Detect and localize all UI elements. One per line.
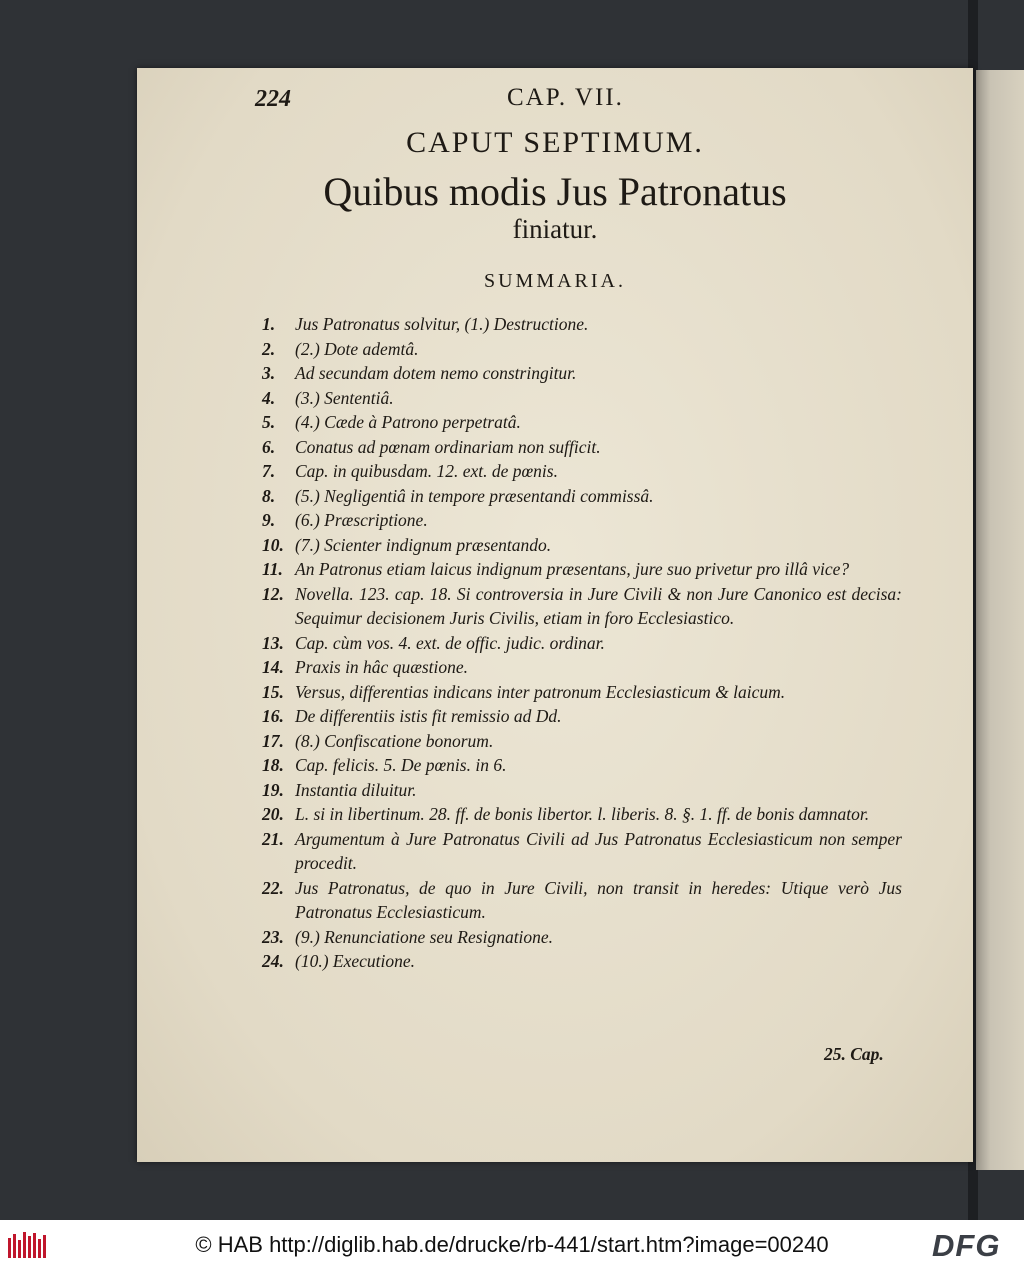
- summary-item: [262, 876, 902, 925]
- summary-item-number: 10.: [262, 534, 284, 555]
- summary-item-number: 1.: [262, 314, 276, 334]
- summary-item-text: (7.) Scienter indignum præsentando.: [295, 534, 552, 555]
- summary-item: [262, 508, 902, 533]
- summary-item: [262, 337, 902, 362]
- summary-item-text: (4.) Cæde à Patrono perpetratâ.: [295, 412, 521, 432]
- dfg-logo: DFG: [932, 1228, 1001, 1263]
- summary-item: [262, 410, 902, 435]
- summary-item: [262, 753, 902, 778]
- summary-item-text: Jus Patronatus, de quo in Jure Civili, non transit in heredes: Utique verò Jus Patronatus Ecclesiasticum.: [295, 877, 902, 922]
- summary-item-text: L. si in libertinum. 28. ff. de bonis libertor. l. liberis. 8. §. 1. ff. de bonis damnator.: [295, 804, 870, 824]
- summary-item-text: (5.) Negligentiâ in tempore præsentandi commissâ.: [295, 485, 654, 506]
- summary-item: [262, 582, 902, 631]
- summary-item-text: (10.) Executione.: [295, 951, 416, 971]
- summaria-heading: SUMMARIA.: [483, 270, 627, 292]
- summary-item-text: (3.) Sententiâ.: [295, 387, 394, 408]
- summary-item-text: Conatus ad pœnam ordinariam non sufficit.: [295, 436, 601, 457]
- summary-item-number: 5.: [262, 412, 276, 432]
- main-title-continuation: finiatur.: [512, 214, 598, 244]
- summary-item: [262, 778, 902, 803]
- summary-item-text: Cap. in quibusdam. 12. ext. de pœnis.: [295, 461, 558, 481]
- summary-item-number: 19.: [262, 779, 284, 800]
- summary-item-number: 13.: [262, 632, 284, 653]
- summary-item-text: (2.) Dote ademtâ.: [295, 338, 419, 359]
- summary-item: [262, 827, 902, 876]
- summary-item: [262, 533, 902, 558]
- summary-item-text: An Patronus etiam laicus indignum præsentans, jure suo privetur pro illâ vice?: [295, 559, 850, 579]
- summary-item-text: Jus Patronatus solvitur, (1.) Destructione.: [295, 314, 589, 334]
- summary-item: [262, 680, 902, 705]
- summary-item-text: Argumentum à Jure Patronatus Civili ad Jus Patronatus Ecclesiasticum non semper procedit.: [295, 828, 902, 873]
- summary-item-text: Cap. cùm vos. 4. ext. de offic. judic. ordinar.: [295, 632, 605, 653]
- chapter-title: CAPUT SEPTIMUM.: [406, 126, 704, 159]
- summary-item: [262, 386, 902, 411]
- summary-item-number: 18.: [262, 755, 284, 775]
- summary-item: [262, 704, 902, 729]
- book-page: [137, 68, 973, 1162]
- summary-item-text: De differentiis istis fit remissio ad Dd.: [295, 706, 562, 726]
- summary-item-text: Cap. felicis. 5. De pœnis. in 6.: [295, 755, 507, 775]
- summary-list: [262, 312, 902, 974]
- summary-item: [262, 631, 902, 656]
- summary-item-number: 15.: [262, 681, 284, 702]
- summary-item-number: 2.: [262, 338, 276, 359]
- summary-item: [262, 655, 902, 680]
- summary-item-number: 6.: [262, 436, 276, 457]
- summary-item-number: 23.: [262, 926, 284, 947]
- summary-item-number: 17.: [262, 730, 284, 751]
- facing-page-edge: [976, 70, 1024, 1170]
- main-title: Quibus modis Jus Patronatus: [323, 169, 787, 214]
- summary-item-text: (8.) Confiscatione bonorum.: [295, 730, 494, 751]
- summary-item-number: 12.: [262, 583, 284, 604]
- summary-item-number: 7.: [262, 461, 276, 481]
- summary-item: [262, 729, 902, 754]
- summary-item-number: 20.: [262, 804, 284, 824]
- summary-item-text: (9.) Renunciatione seu Resignatione.: [295, 926, 554, 947]
- running-head: CAP. VII.: [507, 84, 624, 111]
- summary-item: [262, 802, 902, 827]
- summary-item-number: 21.: [262, 828, 284, 849]
- summary-item: [262, 312, 902, 337]
- catchword: 25. Cap.: [824, 1044, 884, 1064]
- summary-item-text: (6.) Præscriptione.: [295, 510, 428, 530]
- summary-item-text: Ad secundam dotem nemo constringitur.: [295, 363, 577, 383]
- page-number: 224: [255, 86, 291, 112]
- summary-item: [262, 361, 902, 386]
- summary-item: [262, 484, 902, 509]
- summary-item-number: 24.: [262, 951, 284, 971]
- summary-item-number: 8.: [262, 485, 276, 506]
- summary-item-number: 9.: [262, 510, 276, 530]
- summary-item-number: 3.: [262, 363, 276, 383]
- copyright-link[interactable]: © HAB http://diglib.hab.de/drucke/rb-441/start.htm?image=00240: [195, 1232, 829, 1257]
- summary-item-number: 16.: [262, 706, 284, 726]
- summary-item: [262, 925, 902, 950]
- summary-item-text: Praxis in hâc quæstione.: [295, 657, 469, 677]
- summary-item-number: 22.: [262, 877, 284, 898]
- summary-item: [262, 557, 902, 582]
- summary-item-number: 14.: [262, 657, 284, 677]
- summary-item-text: Novella. 123. cap. 18. Si controversia in Jure Civili & non Jure Canonico est decisa: Sequimur decisionem Juris Civilis, etiam in foro Ecclesiastico.: [295, 583, 902, 628]
- summary-item-text: Instantia diluitur.: [295, 779, 417, 800]
- summary-item: [262, 435, 902, 460]
- summary-item-number: 11.: [262, 559, 283, 579]
- summary-item: [262, 949, 902, 974]
- summary-item: [262, 459, 902, 484]
- summary-item-text: Versus, differentias indicans inter patronum Ecclesiasticum & laicum.: [295, 681, 786, 702]
- summary-item-number: 4.: [262, 387, 276, 408]
